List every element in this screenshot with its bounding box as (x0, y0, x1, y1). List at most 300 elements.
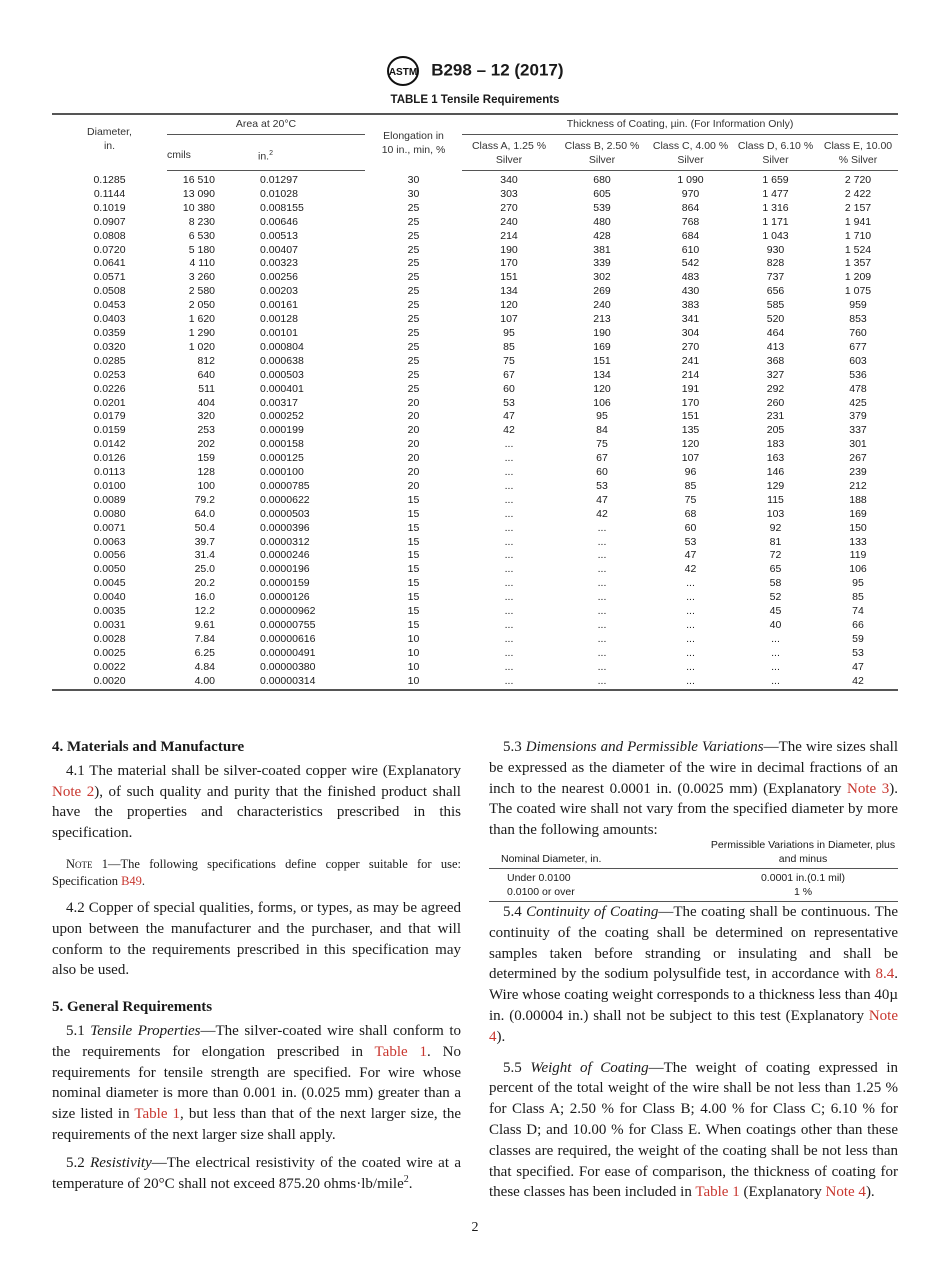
cell-cmils: 4 110 (189, 257, 215, 270)
right-column-top (489, 737, 898, 841)
table-row (52, 424, 898, 438)
cell-class-c: 42 (684, 563, 697, 576)
cell: 0.0100 or over (489, 885, 708, 902)
cell-area-in2: 0.00128 (260, 313, 298, 326)
text: 5.5 (503, 1059, 531, 1076)
cell-diameter: 0.0179 (93, 410, 126, 423)
cell-class-b: 53 (596, 479, 608, 492)
cell-area-in2: 0.0000785 (260, 479, 310, 492)
cell-diameter: 0.1144 (93, 187, 126, 200)
cell-elongation: 20 (407, 396, 420, 409)
cross-reference-link[interactable]: Table 1 (695, 1184, 740, 1201)
text: ), of such quality and purity that the finished product shall have the properties and characteristics prescribed in this specification. (52, 783, 461, 842)
cell-elongation: 25 (407, 285, 420, 298)
cell-area-in2: 0.0000196 (260, 563, 310, 576)
cell-cmils: 16.0 (194, 591, 215, 604)
cell-class-d: 45 (769, 605, 782, 618)
cell-class-d: ... (771, 660, 780, 673)
note-label: Note 1 (66, 856, 109, 871)
cell-class-a: 303 (500, 187, 518, 200)
cell-elongation: 25 (407, 243, 420, 256)
cell-elongation: 20 (407, 452, 420, 465)
cell-class-a: ... (504, 549, 514, 562)
cross-reference-link[interactable]: Note 2 (52, 783, 95, 800)
table-row (52, 605, 898, 619)
cell-class-b: 84 (596, 424, 608, 437)
cell-area-in2: 0.0000159 (260, 577, 310, 590)
cell-class-e: 95 (852, 577, 864, 590)
cell-class-c: 151 (681, 410, 700, 423)
cell-class-e: 150 (849, 521, 867, 534)
cell-cmils: 50.4 (194, 521, 215, 534)
document-header (0, 55, 950, 87)
paragraph (489, 1058, 898, 1204)
cell-class-e: 66 (852, 619, 864, 631)
cell-class-c: 768 (681, 215, 700, 228)
cell-class-b: 42 (596, 507, 608, 520)
cell-diameter: 0.0045 (93, 577, 126, 590)
cell-area-in2: 0.000125 (260, 452, 304, 465)
cell-elongation: 20 (407, 424, 420, 437)
cell-cmils: 13 090 (182, 187, 215, 200)
cell-class-d: 129 (766, 479, 785, 492)
cell-class-c: 96 (684, 466, 697, 479)
table-row (52, 355, 898, 369)
cell-elongation: 30 (407, 187, 420, 200)
cross-reference-link[interactable]: 8.4 (875, 966, 895, 983)
table-row (52, 216, 898, 230)
cell-class-a: ... (504, 535, 514, 548)
cell-diameter: 0.0113 (93, 466, 126, 479)
cell-area-in2: 0.00000380 (260, 660, 316, 673)
header-class-d: Class D, 6.10 % Silver (733, 135, 818, 171)
cell-class-a: ... (504, 674, 514, 687)
text: ). (865, 1184, 875, 1201)
cell-class-a: ... (504, 660, 514, 673)
cell-elongation: 20 (407, 479, 420, 492)
cell-cmils: 16 510 (182, 174, 215, 186)
cell-class-c: 970 (681, 187, 700, 200)
table-row (52, 327, 898, 341)
text: (Explanatory (739, 1184, 826, 1201)
cell-class-e: 1 941 (844, 215, 872, 228)
cell-class-a: ... (504, 619, 514, 631)
superscript: 2 (403, 1173, 409, 1185)
cell-diameter: 0.0907 (93, 215, 126, 228)
cell-elongation: 10 (407, 660, 420, 673)
cell-class-d: 163 (766, 452, 785, 465)
cell-class-d: 72 (769, 549, 782, 562)
cell-class-b: ... (597, 632, 607, 645)
cell-cmils: 2 050 (188, 299, 215, 312)
cell-class-e: 536 (849, 368, 867, 381)
cell-class-a: 240 (500, 215, 518, 228)
cell-class-c: 60 (684, 521, 697, 534)
cell-class-a: ... (504, 563, 514, 576)
cell-class-e: 2 157 (844, 201, 872, 214)
cell-class-a: ... (504, 438, 514, 451)
cell-diameter: 0.0080 (93, 507, 126, 520)
table-row (52, 522, 898, 536)
cell-area-in2: 0.00646 (260, 215, 298, 228)
cell-class-a: 190 (500, 243, 518, 256)
cell-class-a: ... (504, 507, 514, 520)
cell-elongation: 25 (407, 368, 420, 381)
header-thickness: Thickness of Coating, µin. (For Information Only) (462, 114, 898, 135)
cell-elongation: 25 (407, 313, 420, 326)
cell-elongation: 25 (407, 257, 420, 270)
cell: Under 0.0100 (507, 872, 571, 884)
cell-elongation: 25 (407, 382, 420, 395)
cell-class-e: 106 (849, 563, 867, 576)
cell-area-in2: 0.0000622 (260, 493, 310, 506)
cell-cmils: 6.25 (194, 646, 215, 659)
cell-class-e: 337 (849, 424, 867, 437)
table-row (52, 647, 898, 661)
header-in2 (258, 135, 365, 171)
cell-cmils: 812 (197, 354, 215, 367)
cell-elongation: 20 (407, 438, 420, 451)
table-row (52, 171, 898, 188)
paragraph (52, 761, 461, 844)
cell-cmils: 128 (197, 466, 215, 479)
cell-class-c: 68 (684, 507, 697, 520)
cell-area-in2: 0.00000755 (260, 619, 316, 631)
cell-area-in2: 0.000638 (260, 354, 304, 367)
cell-class-e: 760 (849, 326, 867, 339)
cell-class-e: 1 075 (844, 285, 872, 298)
text: 5.2 (66, 1154, 91, 1171)
cell-class-c: 135 (681, 424, 700, 437)
cell-cmils: 5 180 (188, 243, 215, 256)
cell-class-d: 828 (766, 257, 785, 270)
cell-area-in2: 0.00161 (260, 299, 298, 312)
cell-class-c: 1 090 (677, 174, 704, 186)
cell-elongation: 25 (407, 340, 420, 353)
permissible-variations-table (489, 836, 898, 902)
table-row (52, 230, 898, 244)
text: 4. Materials and Manufacture (52, 739, 245, 755)
cell-cmils: 3 260 (188, 271, 215, 284)
cell-area-in2: 0.00000616 (260, 632, 316, 645)
cell-elongation: 10 (407, 646, 420, 659)
table-row (52, 494, 898, 508)
cell-diameter: 0.0641 (93, 257, 126, 270)
cell-class-b: 190 (593, 326, 611, 339)
cell-class-a: ... (504, 577, 514, 590)
cell-class-b: ... (597, 660, 607, 673)
table-row (52, 619, 898, 633)
cell-diameter: 0.0100 (93, 479, 126, 492)
table-row (52, 536, 898, 550)
paragraph-title: Dimensions and Permissible Variations (525, 739, 764, 755)
cell-area-in2: 0.0000312 (260, 535, 310, 548)
cross-reference-link[interactable]: Table 1 (374, 1043, 428, 1060)
cross-reference-link[interactable]: Table 1 (134, 1106, 181, 1123)
table-row (52, 563, 898, 577)
table-row (52, 438, 898, 452)
header-elongation: Elongation in 10 in., min, % (381, 130, 446, 157)
cell-class-d: 1 316 (762, 201, 789, 214)
cell-cmils: 20.2 (194, 577, 215, 590)
cell-class-b: ... (597, 646, 607, 659)
cell-area-in2: 0.000199 (260, 424, 304, 437)
cell-diameter: 0.0031 (93, 619, 126, 631)
cell-class-b: 60 (596, 466, 608, 479)
cell-class-e: 267 (849, 452, 867, 465)
cell-class-b: 605 (593, 187, 611, 200)
cell-class-c: 684 (681, 229, 700, 242)
cell-class-e: 74 (852, 605, 864, 618)
cell-class-e: 119 (849, 549, 867, 562)
cell-area-in2: 0.008155 (260, 201, 304, 214)
table-row (52, 271, 898, 285)
cell-class-a: 67 (503, 368, 515, 381)
cell: 1 % (708, 885, 898, 902)
paragraph-title: Continuity of Coating (526, 904, 659, 920)
cell-class-a: ... (504, 493, 514, 506)
cell-cmils: 159 (197, 452, 215, 465)
paragraph (489, 737, 898, 841)
cell-elongation: 25 (407, 326, 420, 339)
cell-class-d: 115 (767, 493, 784, 506)
cell-diameter: 0.1285 (93, 173, 126, 186)
cell-class-d: 413 (766, 340, 785, 353)
cell-class-b: ... (597, 563, 607, 576)
cell-class-a: ... (504, 646, 514, 659)
cell-class-c: 214 (681, 368, 700, 381)
cell-class-e: 47 (852, 660, 864, 673)
cell-cmils: 4.00 (194, 674, 215, 687)
header-class-b: Class B, 2.50 % Silver (556, 135, 648, 171)
cell-class-d: 205 (766, 424, 785, 437)
cell-class-e: 85 (852, 591, 864, 604)
cell-class-d: 737 (766, 271, 785, 284)
cell-diameter: 0.0453 (93, 299, 126, 312)
header-nominal-diameter: Nominal Diameter, in. (489, 836, 708, 869)
cell-diameter: 0.0022 (93, 660, 126, 673)
cell-class-e: 1 357 (844, 257, 872, 270)
cell-class-a: 340 (500, 174, 518, 186)
cell-class-b: ... (597, 674, 607, 687)
cell-area-in2: 0.0000246 (260, 549, 310, 562)
cross-reference-link[interactable]: Note 3 (847, 780, 890, 797)
cell-cmils: 2 580 (188, 285, 215, 298)
cell-cmils: 404 (197, 396, 215, 409)
cross-reference-link[interactable]: Note 4 (825, 1184, 866, 1201)
cell-class-e: 133 (849, 535, 867, 548)
table-row (52, 577, 898, 591)
cell-elongation: 25 (407, 299, 420, 312)
cell-class-b: ... (597, 619, 607, 631)
table-title: TABLE 1 Tensile Requirements (390, 94, 560, 106)
cell-elongation: 15 (407, 563, 420, 576)
cell-class-c: ... (686, 619, 695, 631)
cell-class-b: 213 (593, 313, 611, 326)
cell-class-d: 58 (769, 577, 782, 590)
cell-class-d: 40 (769, 619, 782, 631)
paragraph (52, 1153, 461, 1195)
cell-class-e: 59 (852, 632, 864, 645)
cell-class-a: 151 (500, 271, 518, 284)
cell-area-in2: 0.0000503 (260, 507, 310, 520)
cell-class-c: 430 (681, 285, 700, 298)
cell-diameter: 0.0071 (93, 521, 126, 534)
cell-class-b: 120 (593, 382, 611, 395)
cell-class-d: 464 (766, 326, 785, 339)
cell-elongation: 25 (407, 229, 420, 242)
cell-class-d: 92 (769, 521, 782, 534)
cell-cmils: 1 290 (188, 326, 215, 339)
cell-class-e: 603 (849, 354, 867, 367)
cell-class-c: 610 (681, 243, 700, 256)
text: 4.2 Copper of special qualities, forms, or types, as may be agreed upon between the manufacturer and the purchaser, and that will conform to the requirements prescribed in this specification may also be used. (52, 899, 461, 979)
text: —The electrical resistivity of the coated wire at a temperature of 20°C shall not exceed 875.20 ohms·lb/mile (52, 1154, 461, 1192)
cell-class-b: ... (597, 521, 607, 534)
cell-class-b: 106 (593, 396, 611, 409)
cell-diameter: 0.0028 (93, 632, 126, 645)
cell-area-in2: 0.00000491 (260, 646, 316, 659)
cell-class-b: 169 (593, 340, 611, 353)
cross-reference-link[interactable]: Note 4 (489, 1007, 898, 1045)
cell-class-c: ... (686, 674, 695, 687)
cell-area-in2: 0.000100 (260, 466, 304, 479)
table-row (52, 591, 898, 605)
cell-class-e: 188 (849, 493, 867, 506)
cell-class-c: 170 (681, 396, 700, 409)
cell-diameter: 0.0201 (93, 396, 126, 409)
cell-cmils: 7.84 (194, 632, 215, 645)
cell-class-d: 368 (766, 354, 785, 367)
cell-diameter: 0.0508 (93, 285, 126, 298)
table-row (52, 549, 898, 563)
cell-class-a: ... (504, 466, 514, 479)
astm-logo-icon (386, 55, 420, 87)
cell-diameter: 0.0089 (93, 493, 126, 506)
cross-reference-link[interactable]: B49 (121, 873, 142, 888)
cell-class-b: 134 (593, 368, 611, 381)
table-row (52, 313, 898, 327)
table-row (52, 383, 898, 397)
cell-area-in2: 0.000503 (260, 368, 304, 381)
cell-elongation: 15 (407, 591, 420, 604)
cell-class-a: 47 (503, 410, 515, 423)
cell-class-e: 239 (849, 466, 867, 479)
cell-area-in2: 0.00000314 (260, 674, 316, 687)
cell-class-c: 120 (681, 438, 700, 451)
cell-class-d: 65 (769, 563, 782, 576)
header-in2-label: in. (258, 150, 270, 163)
cell-class-d: ... (771, 632, 780, 645)
cell-class-c: 483 (681, 271, 700, 284)
paragraph (489, 902, 898, 1048)
cell-class-d: 292 (766, 382, 785, 395)
table-row (489, 885, 898, 902)
page-number: 2 (471, 1220, 479, 1235)
cell-class-b: 95 (596, 410, 608, 423)
note (52, 856, 461, 890)
cell-elongation: 25 (407, 201, 420, 214)
cell-class-b: 75 (596, 438, 608, 451)
table-row (52, 188, 898, 202)
cell-class-d: 1 477 (762, 187, 789, 200)
section-heading (52, 737, 461, 758)
table-row (52, 369, 898, 383)
cell-class-b: 302 (593, 271, 611, 284)
cell: 0.0001 in.(0.1 mil) (760, 872, 846, 884)
header-cmils: cmils (167, 135, 258, 171)
cell-area-in2: 0.01028 (260, 187, 298, 200)
cell-class-a: ... (504, 591, 514, 604)
text: , but less than that of the next larger size, the requirements of the next larger size shall apply. (52, 1106, 462, 1143)
cell-class-a: 214 (500, 229, 518, 242)
cell-diameter: 0.0025 (93, 646, 126, 659)
cell-class-a: 270 (500, 201, 518, 214)
cell-class-a: 85 (503, 340, 515, 353)
svg-text:ASTM: ASTM (389, 67, 418, 78)
cell-cmils: 39.7 (194, 535, 215, 548)
cell-class-b: 339 (593, 257, 611, 270)
cell-class-c: 341 (681, 313, 700, 326)
cell-elongation: 25 (407, 271, 420, 284)
cell-class-c: ... (686, 605, 695, 618)
paragraph-title: Resistivity (90, 1154, 152, 1171)
cell-diameter: 0.0056 (93, 549, 126, 562)
table-row (52, 675, 898, 690)
cell-class-e: 212 (849, 479, 867, 492)
table-row (52, 508, 898, 522)
cell-class-a: 120 (500, 299, 518, 312)
table-row (52, 661, 898, 675)
cell-cmils: 79.2 (194, 493, 215, 506)
cell-class-a: 42 (503, 424, 515, 437)
cell-class-e: 2 422 (844, 187, 872, 200)
cell-cmils: 6 530 (188, 229, 215, 242)
table-row (52, 244, 898, 258)
cell-class-e: 1 209 (844, 271, 872, 284)
cell-area-in2: 0.000804 (260, 340, 304, 353)
cell-class-c: 542 (681, 257, 700, 270)
cell-diameter: 0.0285 (93, 354, 126, 367)
table-row (52, 299, 898, 313)
cell-class-b: 47 (596, 493, 608, 506)
cell-class-c: 864 (681, 201, 700, 214)
cell-class-d: 327 (766, 368, 785, 381)
right-column-bottom (489, 902, 898, 1203)
cell-diameter: 0.0126 (93, 452, 126, 465)
cell-class-e: 959 (849, 299, 867, 312)
table-row (52, 202, 898, 216)
section-heading (52, 997, 461, 1018)
text: ). The coated wire shall not vary from the specified diameter by more than the following amounts: (489, 780, 898, 839)
cell-elongation: 20 (407, 466, 420, 479)
table-row (52, 285, 898, 299)
cell-area-in2: 0.00256 (260, 271, 298, 284)
cell-class-e: 379 (849, 410, 867, 423)
cell-elongation: 15 (407, 521, 420, 534)
cell-diameter: 0.0050 (93, 563, 126, 576)
cell-elongation: 10 (407, 632, 420, 645)
text: —The weight of coating expressed in percent of the total weight of the wire shall be not less than 1.25 % for Class A; 2.50 % for Class B; 4.00 % for Class C; 6.10 % for Class D; and 10.00 % for Class E. When coatings other than these classes are required, the weight of the coating shall be not less than that specified. For ease of comparison, the thickness of coating for these classes has been included in (489, 1059, 899, 1201)
paragraph-title: Tensile Properties (90, 1022, 201, 1039)
text: 5.1 (66, 1022, 91, 1039)
text: 5.3 (503, 739, 526, 755)
cell-cmils: 25.0 (194, 563, 215, 576)
cell-diameter: 0.0142 (93, 438, 126, 451)
header-permissible-variations: Permissible Variations in Diameter, plus and minus (708, 836, 898, 869)
cell-elongation: 25 (407, 354, 420, 367)
cell-class-a: 95 (503, 326, 515, 339)
